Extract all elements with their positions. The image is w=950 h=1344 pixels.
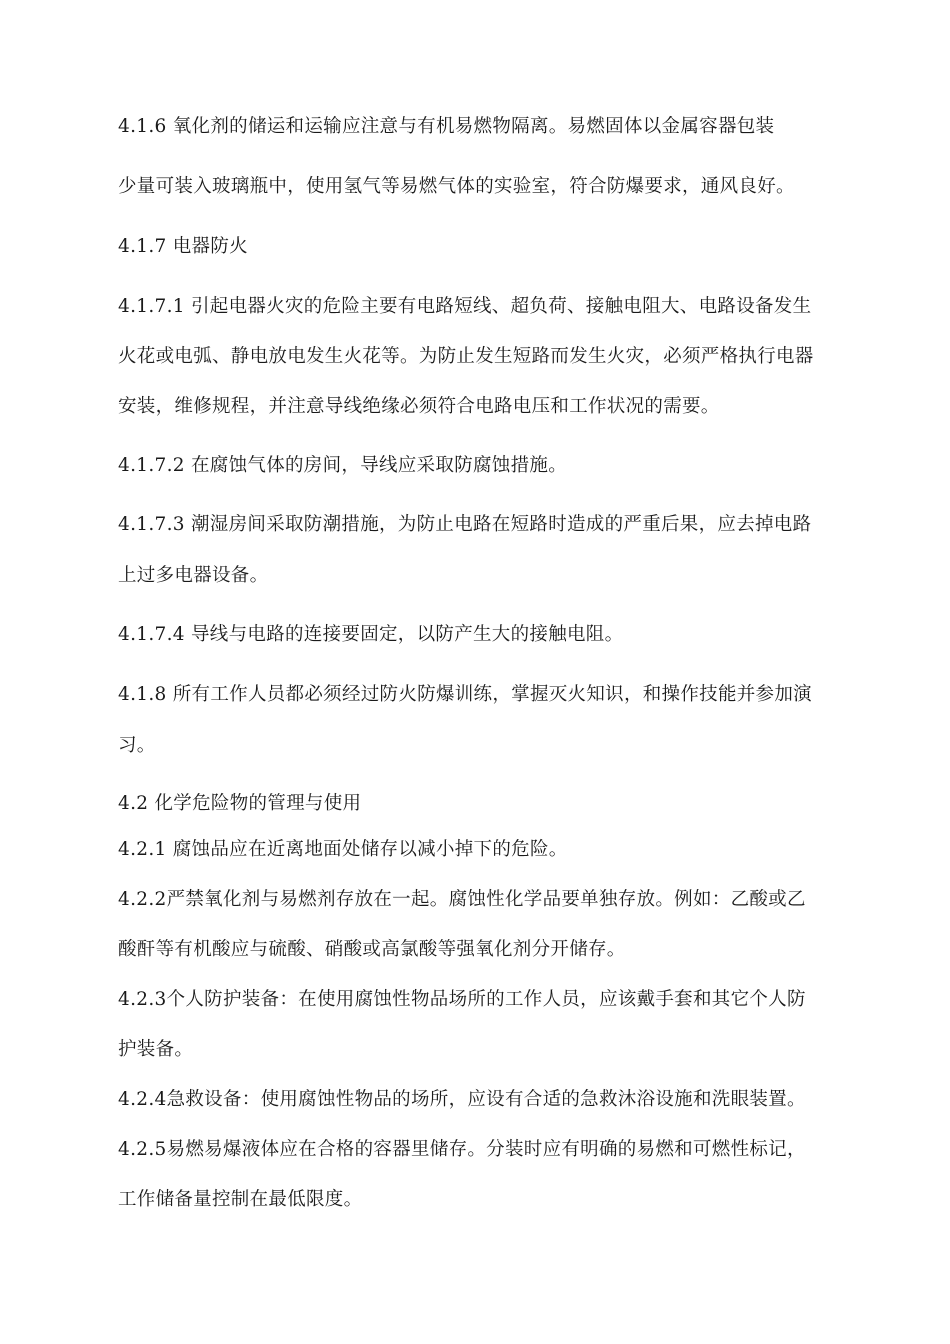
text-line-4-1-7-1-cont-2: 安装，维修规程，并注意导线绝缘必须符合电路电压和工作状况的需要。	[118, 396, 720, 417]
text-line-4-1-7-3: 4.1.7.3 潮湿房间采取防潮措施，为防止电路在短路时造成的严重后果，应去掉电路	[118, 514, 812, 535]
text-line-4-1-7-1: 4.1.7.1 引起电器火灾的危险主要有电路短线、超负荷、接触电阻大、电路设备发生	[118, 296, 812, 317]
text-line-4-2-5: 4.2.5易燃易爆液体应在合格的容器里储存。分装时应有明确的易燃和可燃性标记，	[118, 1139, 806, 1160]
text-line-4-1-7-4: 4.1.7.4 导线与电路的连接要固定，以防产生大的接触电阻。	[118, 624, 624, 645]
text-line-4-2-1: 4.2.1 腐蚀品应在近离地面处储存以减小掉下的危险。	[118, 839, 568, 860]
text-line-4-1-8: 4.1.8 所有工作人员都必须经过防火防爆训练，掌握灭火知识，和操作技能并参加演	[118, 684, 812, 705]
text-line-4-1-7-3-cont: 上过多电器设备。	[118, 565, 269, 586]
text-line-4-2-2: 4.2.2严禁氧化剂与易燃剂存放在一起。腐蚀性化学品要单独存放。例如：乙酸或乙	[118, 889, 806, 910]
text-line-4-1-7-2: 4.1.7.2 在腐蚀气体的房间，导线应采取防腐蚀措施。	[118, 455, 568, 476]
text-line-4-2-3-cont: 护装备。	[118, 1039, 194, 1060]
text-line-4-1-6-cont: 少量可装入玻璃瓶中，使用氢气等易燃气体的实验室，符合防爆要求，通风良好。	[118, 176, 795, 197]
text-line-4-1-7-1-cont-1: 火花或电弧、静电放电发生火花等。为防止发生短路而发生火灾，必须严格执行电器	[118, 346, 814, 367]
text-line-4-2-5-cont: 工作储备量控制在最低限度。	[118, 1189, 363, 1210]
text-line-4-2-2-cont: 酸酐等有机酸应与硫酸、硝酸或高氯酸等强氧化剂分开储存。	[118, 939, 626, 960]
text-line-4-1-6: 4.1.6 氧化剂的储运和运输应注意与有机易燃物隔离。易燃固体以金属容器包装	[118, 116, 775, 137]
heading-4-1-7: 4.1.7 电器防火	[118, 236, 248, 257]
text-line-4-2-4: 4.2.4急救设备：使用腐蚀性物品的场所，应设有合适的急救沐浴设施和洗眼装置。	[118, 1089, 806, 1110]
text-line-4-2-3: 4.2.3个人防护装备：在使用腐蚀性物品场所的工作人员，应该戴手套和其它个人防	[118, 989, 806, 1010]
heading-4-2: 4.2 化学危险物的管理与使用	[118, 793, 362, 814]
text-line-4-1-8-cont: 习。	[118, 735, 156, 756]
